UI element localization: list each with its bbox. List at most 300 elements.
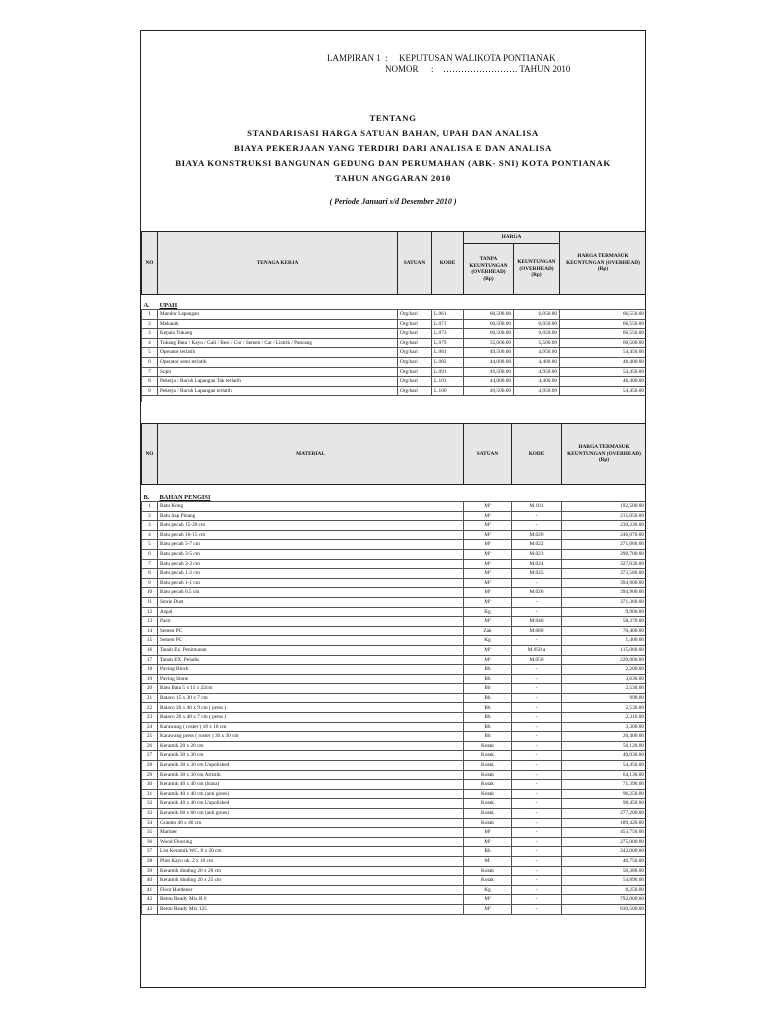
row-no: 9 bbox=[142, 578, 158, 588]
row-harga-termasuk: 192,500.00 bbox=[562, 502, 647, 512]
col-harga-termasuk: HARGA TERMASUK KEUNTUNGAN (OVERHEAD) (Rp) bbox=[562, 424, 647, 485]
row-no: 35 bbox=[142, 828, 158, 838]
row-material: Batu pecah 15-20 cm bbox=[158, 521, 464, 531]
table-row bbox=[142, 895, 647, 905]
row-harga-termasuk: 830,500.00 bbox=[562, 904, 647, 914]
table-row bbox=[142, 847, 647, 857]
row-tanpa-keuntungan: 49,500.00 bbox=[464, 348, 514, 358]
row-satuan: M³ bbox=[464, 895, 512, 905]
row-tanpa-keuntungan: 49,500.00 bbox=[464, 367, 514, 377]
row-satuan: M' bbox=[464, 856, 512, 866]
row-kode: M.024 bbox=[512, 559, 562, 569]
title-line-4: BIAYA KONSTRUKSI BANGUNAN GEDUNG DAN PERUMAHAN (ABK- SNI) KOTA PONTIANAK bbox=[175, 158, 611, 168]
row-harga-termasuk: 327,030.00 bbox=[562, 559, 647, 569]
table-row bbox=[142, 578, 647, 588]
row-no: 31 bbox=[142, 789, 158, 799]
table-row bbox=[142, 617, 647, 627]
row-tenaga-kerja: Pekerja / Buruh Lapangan Tak terlatih bbox=[158, 377, 398, 387]
row-harga-termasuk: 66,550.00 bbox=[560, 310, 647, 320]
row-harga-termasuk: 453,750.00 bbox=[562, 828, 647, 838]
table-row bbox=[142, 511, 647, 521]
row-harga-termasuk: 54,450.00 bbox=[560, 348, 647, 358]
col-kode: KODE bbox=[432, 232, 464, 295]
row-harga-termasuk: 271,060.00 bbox=[562, 540, 647, 550]
row-material: Batu pecah 3-5 cm bbox=[158, 549, 464, 559]
title-line-1: TENTANG bbox=[369, 113, 417, 123]
col-keuntungan: KEUNTUNGAN (OVERHEAD) (Rp) bbox=[514, 244, 560, 295]
row-material: Tanah Ex. Penimunan bbox=[158, 645, 464, 655]
row-satuan: Org/hari bbox=[398, 386, 432, 396]
table-row bbox=[142, 626, 647, 636]
row-kode: - bbox=[512, 703, 562, 713]
row-no: 24 bbox=[142, 722, 158, 732]
row-kode: M.040 bbox=[512, 617, 562, 627]
row-no: 4 bbox=[142, 530, 158, 540]
row-keuntungan: 4,950.00 bbox=[514, 348, 560, 358]
row-harga-termasuk: 230,230.00 bbox=[562, 521, 647, 531]
row-no: 5 bbox=[142, 348, 158, 358]
row-no: 40 bbox=[142, 876, 158, 886]
row-satuan: M³ bbox=[464, 588, 512, 598]
row-harga-termasuk: 1,400.00 bbox=[562, 636, 647, 646]
section-letter: A. bbox=[143, 302, 150, 309]
row-satuan: Bh bbox=[464, 684, 512, 694]
row-keuntungan: 6,050.00 bbox=[514, 329, 560, 339]
row-kode: - bbox=[512, 713, 562, 723]
row-harga-termasuk: 373,580.00 bbox=[562, 569, 647, 579]
row-satuan: M³ bbox=[464, 904, 512, 914]
row-kode: M.026 bbox=[512, 588, 562, 598]
row-tanpa-keuntungan: 49,500.00 bbox=[464, 386, 514, 396]
row-tanpa-keuntungan: 60,500.00 bbox=[464, 310, 514, 320]
row-material: Batu pecah 2-3 cm bbox=[158, 559, 464, 569]
row-material: Batu pecah 0,5 cm bbox=[158, 588, 464, 598]
row-material: Bataco 20 x 40 x 9 cm ( press ) bbox=[158, 703, 464, 713]
row-satuan: Kg bbox=[464, 885, 512, 895]
row-material: Karawang ( roster ) 18 x 18 cm bbox=[158, 722, 464, 732]
row-no: 32 bbox=[142, 799, 158, 809]
row-satuan: M³ bbox=[464, 521, 512, 531]
row-kode: - bbox=[512, 511, 562, 521]
row-kode: - bbox=[512, 828, 562, 838]
row-harga-termasuk: 9,900.00 bbox=[562, 607, 647, 617]
row-material: Semen PC bbox=[158, 626, 464, 636]
row-keuntungan: 4,400.00 bbox=[514, 377, 560, 387]
row-kode: - bbox=[512, 597, 562, 607]
row-kode: L.061 bbox=[432, 310, 464, 320]
row-material: Marmer bbox=[158, 828, 464, 838]
row-kode: - bbox=[512, 789, 562, 799]
row-no: 39 bbox=[142, 866, 158, 876]
row-material: Semen PC bbox=[158, 636, 464, 646]
row-kode: - bbox=[512, 780, 562, 790]
table-row bbox=[142, 828, 647, 838]
row-harga-termasuk: 58,370.00 bbox=[562, 617, 647, 627]
row-tenaga-kerja: Mekanik bbox=[158, 319, 398, 329]
row-material: Batu Sap Pinang bbox=[158, 511, 464, 521]
row-kode: - bbox=[512, 722, 562, 732]
row-kode: L.091 bbox=[432, 367, 464, 377]
table-row bbox=[142, 521, 647, 531]
row-harga-termasuk: 990.00 bbox=[562, 693, 647, 703]
table-row bbox=[142, 693, 647, 703]
row-material: Keramik 20 x 20 cm bbox=[158, 741, 464, 751]
section-letter: B. bbox=[143, 494, 150, 501]
table-row bbox=[142, 645, 647, 655]
row-kode: L.081 bbox=[432, 348, 464, 358]
row-kode: L.079 bbox=[432, 338, 464, 348]
table-row bbox=[142, 780, 647, 790]
row-satuan: Bh bbox=[464, 693, 512, 703]
row-kode: - bbox=[512, 818, 562, 828]
row-tenaga-kerja: Kepala Tukang bbox=[158, 329, 398, 339]
col-material: MATERIAL bbox=[158, 424, 464, 485]
row-material: Beton Ready Mix B 0 bbox=[158, 895, 464, 905]
row-harga-termasuk: 66,550.00 bbox=[560, 329, 647, 339]
row-harga-termasuk: 215,050.00 bbox=[562, 511, 647, 521]
row-satuan: Kotak bbox=[464, 770, 512, 780]
table-row bbox=[142, 713, 647, 723]
row-harga-termasuk: 277,200.00 bbox=[562, 809, 647, 819]
row-tenaga-kerja: Mandor Lapangan bbox=[158, 310, 398, 320]
row-harga-termasuk: 54,890.00 bbox=[562, 876, 647, 886]
table-row bbox=[142, 751, 647, 761]
row-satuan: Bh bbox=[464, 847, 512, 857]
row-satuan: Bh bbox=[464, 732, 512, 742]
row-satuan: Kotak bbox=[464, 809, 512, 819]
nomor-colon: : bbox=[431, 64, 434, 74]
row-satuan: Kotak bbox=[464, 780, 512, 790]
lampiran-colon: : bbox=[385, 53, 388, 63]
row-satuan: Org/hari bbox=[398, 329, 432, 339]
table-row bbox=[142, 530, 647, 540]
row-satuan: Org/hari bbox=[398, 357, 432, 367]
table-row bbox=[142, 338, 647, 348]
row-satuan: Kotak bbox=[464, 866, 512, 876]
row-kode: - bbox=[512, 578, 562, 588]
row-no: 17 bbox=[142, 655, 158, 665]
row-material: Batu pecah 1-2 cm bbox=[158, 569, 464, 579]
row-material: Keramik 30 x 30 cm Unpolished bbox=[158, 761, 464, 771]
section-upah bbox=[142, 303, 647, 310]
row-material: Batu Kong bbox=[158, 502, 464, 512]
row-harga-termasuk: 3,300.00 bbox=[562, 722, 647, 732]
row-no: 8 bbox=[142, 377, 158, 387]
title-line-2: STANDARISASI HARGA SATUAN BAHAN, UPAH DAN ANALISA bbox=[247, 128, 539, 138]
row-harga-termasuk: 64,130.00 bbox=[562, 770, 647, 780]
row-satuan: Bh bbox=[464, 722, 512, 732]
row-harga-termasuk: 40,030.00 bbox=[562, 751, 647, 761]
table-row bbox=[142, 377, 647, 387]
row-kode: - bbox=[512, 885, 562, 895]
row-harga-termasuk: 46,750.00 bbox=[562, 856, 647, 866]
row-material: Batu pecah 5-7 cm bbox=[158, 540, 464, 550]
row-kode: - bbox=[512, 866, 562, 876]
row-kode: - bbox=[512, 895, 562, 905]
row-kode: - bbox=[512, 674, 562, 684]
row-satuan: Org/hari bbox=[398, 310, 432, 320]
row-kode: M.050.a bbox=[512, 645, 562, 655]
table-row bbox=[142, 502, 647, 512]
lampiran-value: KEPUTUSAN WALIKOTA PONTIANAK bbox=[399, 53, 556, 63]
row-no: 34 bbox=[142, 818, 158, 828]
row-tenaga-kerja: Pekerja / Buruh Lapangan terlatih bbox=[158, 386, 398, 396]
row-no: 43 bbox=[142, 904, 158, 914]
row-harga-termasuk: 54,450.00 bbox=[560, 386, 647, 396]
row-satuan: Kotak bbox=[464, 761, 512, 771]
upah-table bbox=[141, 231, 646, 402]
row-no: 37 bbox=[142, 847, 158, 857]
table-row bbox=[142, 540, 647, 550]
document-title bbox=[141, 111, 645, 186]
row-no: 16 bbox=[142, 645, 158, 655]
row-keuntungan: 4,950.00 bbox=[514, 386, 560, 396]
nomor-label: NOMOR bbox=[385, 64, 419, 74]
table-row bbox=[142, 809, 647, 819]
row-no: 15 bbox=[142, 636, 158, 646]
row-harga-termasuk: 48,400.00 bbox=[560, 357, 647, 367]
table-row bbox=[142, 856, 647, 866]
row-kode: - bbox=[512, 856, 562, 866]
row-material: List Keramik WC. 8 x 20 cm bbox=[158, 847, 464, 857]
row-harga-termasuk: 98,450.00 bbox=[562, 799, 647, 809]
row-satuan: Zak bbox=[464, 626, 512, 636]
row-no: 23 bbox=[142, 713, 158, 723]
row-harga-termasuk: 275,000.00 bbox=[562, 837, 647, 847]
row-no: 18 bbox=[142, 665, 158, 675]
table-row bbox=[142, 799, 647, 809]
row-harga-termasuk: 3,630.00 bbox=[562, 674, 647, 684]
row-satuan: M³ bbox=[464, 530, 512, 540]
row-no: 12 bbox=[142, 607, 158, 617]
row-kode: - bbox=[512, 847, 562, 857]
row-satuan: M² bbox=[464, 828, 512, 838]
row-kode: - bbox=[512, 904, 562, 914]
section-title: UPAH bbox=[159, 302, 178, 309]
table-row bbox=[142, 367, 647, 377]
document-header bbox=[327, 53, 570, 75]
row-material: Keramik dinding 20 x 20 cm bbox=[158, 866, 464, 876]
row-satuan: M³ bbox=[464, 569, 512, 579]
row-material: Keramik 40 x 40 cm (anti gores) bbox=[158, 789, 464, 799]
table-row bbox=[142, 319, 647, 329]
row-no: 20 bbox=[142, 684, 158, 694]
section-bahan-pengisi bbox=[142, 495, 647, 502]
row-kode: - bbox=[512, 761, 562, 771]
row-no: 10 bbox=[142, 588, 158, 598]
row-no: 41 bbox=[142, 885, 158, 895]
row-tenaga-kerja: Tukang Batu / Kayu / Gali / Besi / Cor / Semen / Cat / Listrik / Pancang bbox=[158, 338, 398, 348]
row-material: Batu pecah 1-1 cm bbox=[158, 578, 464, 588]
col-satuan: SATUAN bbox=[464, 424, 512, 485]
row-satuan: Kotak bbox=[464, 799, 512, 809]
row-kode: - bbox=[512, 636, 562, 646]
table-row bbox=[142, 569, 647, 579]
row-no: 5 bbox=[142, 540, 158, 550]
row-satuan: Kotak bbox=[464, 818, 512, 828]
row-no: 1 bbox=[142, 502, 158, 512]
row-satuan: Kg bbox=[464, 607, 512, 617]
row-kode: M.101 bbox=[512, 502, 562, 512]
row-harga-termasuk: 246,070.00 bbox=[562, 530, 647, 540]
row-harga-termasuk: 48,400.00 bbox=[560, 377, 647, 387]
row-material: Keramik 40 x 40 cm (biasa) bbox=[158, 780, 464, 790]
row-satuan: Bh bbox=[464, 703, 512, 713]
row-material: Paving Stone bbox=[158, 674, 464, 684]
row-material: Bataco 20 x 40 x 7 cm ( press ) bbox=[158, 713, 464, 723]
col-no: NO bbox=[142, 232, 158, 295]
row-no: 38 bbox=[142, 856, 158, 866]
table-row bbox=[142, 885, 647, 895]
row-material: Keramik 40 x 40 cm Unpolished bbox=[158, 799, 464, 809]
table-row bbox=[142, 770, 647, 780]
row-material: Wood Flooring bbox=[158, 837, 464, 847]
table-row bbox=[142, 588, 647, 598]
document-sheet bbox=[140, 30, 646, 988]
row-harga-termasuk: 60,500.00 bbox=[560, 338, 647, 348]
row-no: 6 bbox=[142, 357, 158, 367]
row-tenaga-kerja: Sopir bbox=[158, 367, 398, 377]
row-no: 25 bbox=[142, 732, 158, 742]
row-harga-termasuk: 115,060.00 bbox=[562, 645, 647, 655]
row-harga-termasuk: 290,700.00 bbox=[562, 549, 647, 559]
row-material: Keramik 30 x 30 cm Artistik bbox=[158, 770, 464, 780]
table-row bbox=[142, 866, 647, 876]
section-title: BAHAN PENGISI bbox=[159, 494, 211, 501]
row-satuan: Kg bbox=[464, 636, 512, 646]
row-no: 8 bbox=[142, 569, 158, 579]
row-no: 2 bbox=[142, 319, 158, 329]
row-harga-termasuk: 189,420.00 bbox=[562, 818, 647, 828]
table-row bbox=[142, 636, 647, 646]
col-tenaga-kerja: TENAGA KERJA bbox=[158, 232, 398, 295]
row-no: 29 bbox=[142, 770, 158, 780]
row-satuan: Kotak bbox=[464, 751, 512, 761]
row-material: Bataco 15 x 30 x 7 cm bbox=[158, 693, 464, 703]
row-satuan: Org/hari bbox=[398, 367, 432, 377]
row-harga-termasuk: 96,250.00 bbox=[562, 789, 647, 799]
row-kode: M.025 bbox=[512, 569, 562, 579]
table-row bbox=[142, 655, 647, 665]
row-kode: - bbox=[512, 684, 562, 694]
table-row bbox=[142, 703, 647, 713]
row-harga-termasuk: 220,000.00 bbox=[562, 655, 647, 665]
table-row bbox=[142, 549, 647, 559]
row-kode: L.101 bbox=[432, 377, 464, 387]
row-satuan: Org/hari bbox=[398, 377, 432, 387]
row-tenaga-kerja: Operator terlatih bbox=[158, 348, 398, 358]
row-no: 22 bbox=[142, 703, 158, 713]
row-kode: - bbox=[512, 732, 562, 742]
row-harga-termasuk: 2,310.00 bbox=[562, 713, 647, 723]
row-harga-termasuk: 66,550.00 bbox=[560, 319, 647, 329]
row-satuan: Bh bbox=[464, 713, 512, 723]
row-harga-termasuk: 26,400.00 bbox=[562, 732, 647, 742]
row-no: 3 bbox=[142, 521, 158, 531]
row-material: Pasir bbox=[158, 617, 464, 627]
row-harga-termasuk: 50,120.00 bbox=[562, 741, 647, 751]
title-line-5: TAHUN ANGGARAN 2010 bbox=[335, 173, 451, 183]
row-satuan: M² bbox=[464, 837, 512, 847]
row-kode: - bbox=[512, 837, 562, 847]
row-no: 30 bbox=[142, 780, 158, 790]
row-material: Batu Bata 5 x 11 x 22cm bbox=[158, 684, 464, 694]
row-keuntungan: 5,500.00 bbox=[514, 338, 560, 348]
row-satuan: Org/hari bbox=[398, 338, 432, 348]
row-harga-termasuk: 2,530.00 bbox=[562, 684, 647, 694]
table-row bbox=[142, 348, 647, 358]
row-kode: M.022 bbox=[512, 540, 562, 550]
row-material: Karawang press ( roster ) 30 x 30 cm bbox=[158, 732, 464, 742]
table-row bbox=[142, 607, 647, 617]
table-row bbox=[142, 761, 647, 771]
row-material: Floor Hardener bbox=[158, 885, 464, 895]
row-satuan: Kotak bbox=[464, 876, 512, 886]
row-material: Keramik dinding 20 x 25 cm bbox=[158, 876, 464, 886]
row-no: 13 bbox=[142, 617, 158, 627]
row-material: Keramik 60 x 60 cm (anti gores) bbox=[158, 809, 464, 819]
row-kode: - bbox=[512, 751, 562, 761]
row-satuan: M³ bbox=[464, 511, 512, 521]
table-row bbox=[142, 674, 647, 684]
row-material: Paving Block bbox=[158, 665, 464, 675]
row-satuan: Kotak bbox=[464, 789, 512, 799]
row-satuan: M³ bbox=[464, 540, 512, 550]
row-keuntungan: 6,050.00 bbox=[514, 310, 560, 320]
row-material: Beton Ready Mix 125 bbox=[158, 904, 464, 914]
table-row bbox=[142, 597, 647, 607]
table-row bbox=[142, 559, 647, 569]
table-row bbox=[142, 310, 647, 320]
row-satuan: Bh bbox=[464, 674, 512, 684]
row-satuan: M³ bbox=[464, 559, 512, 569]
row-satuan: Org/hari bbox=[398, 348, 432, 358]
col-harga-termasuk: HARGA TERMASUK KEUNTUNGAN (OVERHEAD) (Rp) bbox=[560, 232, 647, 295]
row-no: 19 bbox=[142, 674, 158, 684]
row-harga-termasuk: 8,250.00 bbox=[562, 885, 647, 895]
table-row bbox=[142, 741, 647, 751]
row-tanpa-keuntungan: 60,500.00 bbox=[464, 319, 514, 329]
table-row bbox=[142, 357, 647, 367]
row-harga-termasuk: 50,380.00 bbox=[562, 866, 647, 876]
row-satuan: M³ bbox=[464, 617, 512, 627]
row-keuntungan: 4,950.00 bbox=[514, 367, 560, 377]
row-harga-termasuk: 54,450.00 bbox=[562, 761, 647, 771]
table-row bbox=[142, 732, 647, 742]
row-no: 3 bbox=[142, 329, 158, 339]
row-no: 42 bbox=[142, 895, 158, 905]
row-satuan: M³ bbox=[464, 645, 512, 655]
row-tanpa-keuntungan: 44,000.00 bbox=[464, 357, 514, 367]
row-satuan: Bh bbox=[464, 665, 512, 675]
col-harga: HARGA bbox=[464, 232, 560, 244]
row-satuan: Org/hari bbox=[398, 319, 432, 329]
row-no: 21 bbox=[142, 693, 158, 703]
nomor-value: ……………………. TAHUN 2010 bbox=[443, 64, 571, 74]
table-row bbox=[142, 876, 647, 886]
row-material: Keramik 30 x 30 cm bbox=[158, 751, 464, 761]
table-row bbox=[142, 904, 647, 914]
row-material: Stone Dust bbox=[158, 597, 464, 607]
row-satuan: M³ bbox=[464, 578, 512, 588]
row-kode: - bbox=[512, 809, 562, 819]
row-kode: L.106 bbox=[432, 386, 464, 396]
row-harga-termasuk: 792,000.00 bbox=[562, 895, 647, 905]
row-kode: - bbox=[512, 665, 562, 675]
row-material: Tanah EX. Peladis bbox=[158, 655, 464, 665]
row-keuntungan: 6,050.00 bbox=[514, 319, 560, 329]
row-no: 28 bbox=[142, 761, 158, 771]
